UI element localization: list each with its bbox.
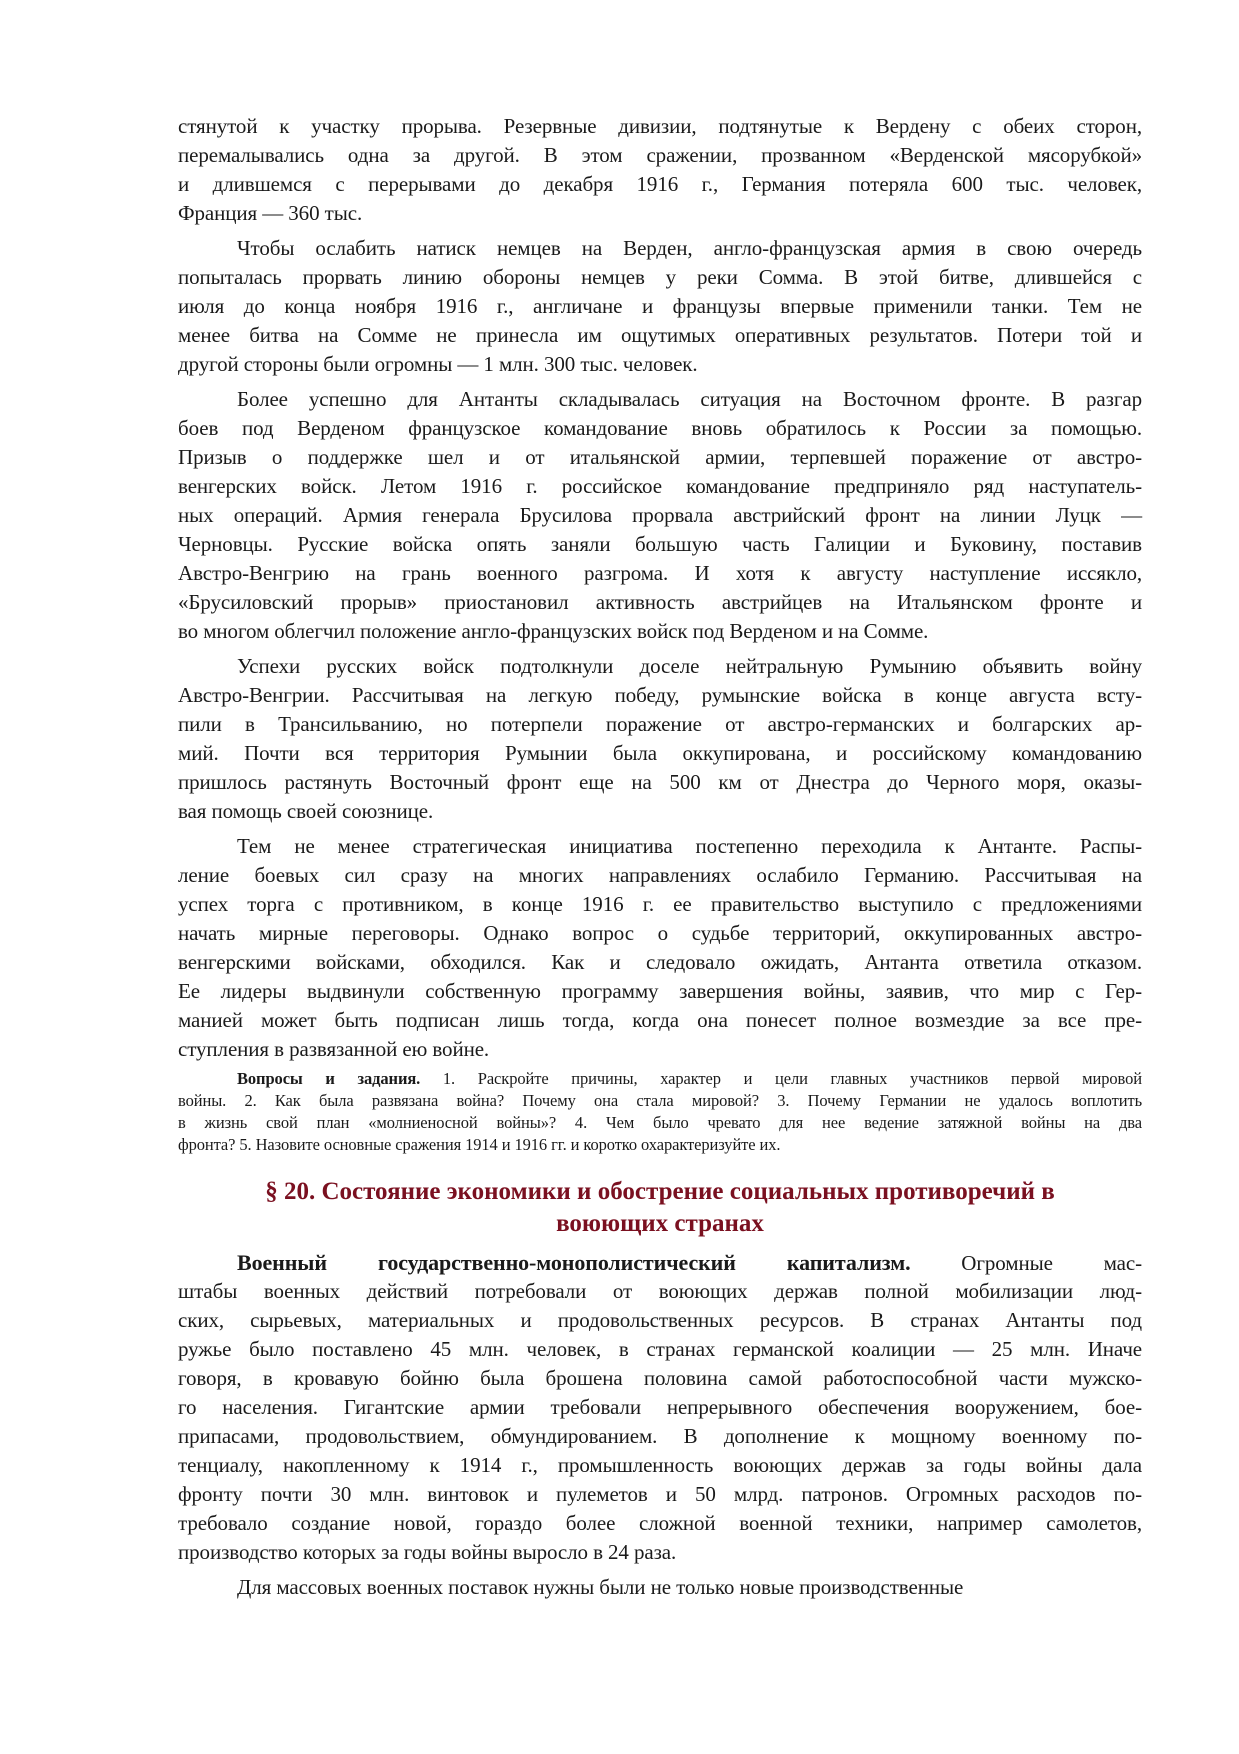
paragraph-verdun (178, 112, 1142, 228)
text-line: ских, сырьевых, материальных и продовольственных ресурсов. В странах Антанты под (178, 1308, 1142, 1332)
text-line: июля до конца ноября 1916 г., англичане и французы впервые применили танки. Тем не (178, 294, 1142, 318)
text-line: ступления в развязанной ею войне. (178, 1037, 490, 1061)
text-line: тенциалу, накопленному к 1914 г., промышленность воюющих держав за годы войны дала (178, 1453, 1142, 1477)
text-line: попыталась прорвать линию обороны немцев у реки Сомма. В этой битве, длившейся с (178, 265, 1142, 289)
text-line: «Брусиловский прорыв» приостановил активность австрийцев на Итальянском фронте и (178, 590, 1142, 614)
text-line: и длившемся с перерывами до декабря 1916 г., Германия потеряла 600 тыс. человек, (178, 172, 1142, 196)
questions-first-line (178, 1068, 1142, 1090)
text-line: боев под Верденом французское командование вновь обратилось к России за помощью. (178, 416, 1142, 440)
paragraph-eastern-front (178, 385, 1142, 646)
text-line: Более успешно для Антанты складывалась ситуация на Восточном фронте. В разгар (237, 387, 1142, 411)
text-line: припасами, продовольствием, обмундированием. В дополнение к мощному военному по- (178, 1424, 1142, 1448)
text-line: го населения. Гигантские армии требовали непрерывного обеспечения вооружением, бое- (178, 1395, 1142, 1419)
text-line: Успехи русских войск подтолкнули доселе нейтральную Румынию объявить войну (237, 654, 1142, 678)
text-line: стянутой к участку прорыва. Резервные дивизии, подтянутые к Вердену с обеих сторон, (178, 114, 1142, 138)
text-line: успех торга с противником, в конце 1916 г. ее правительство выступило с предложениями (178, 892, 1142, 916)
section-heading (178, 1176, 1142, 1240)
text-line: Австро-Венгрию на грань военного разгрома. И хотя к августу наступление иссякло, (178, 561, 1142, 585)
text-line: штабы военных действий потребовали от воюющих держав полной мобилизации люд- (178, 1279, 1142, 1303)
text-line: ных операций. Армия генерала Брусилова прорвала австрийский фронт на линии Луцк — (178, 503, 1142, 527)
text-line: Черновцы. Русские войска опять заняли большую часть Галиции и Буковину, поставив (178, 532, 1142, 556)
text-line: менее битва на Сомме не принесла им ощутимых оперативных результатов. Потери той и (178, 323, 1142, 347)
text-line: Призыв о поддержке шел и от итальянской армии, терпевшей поражение от австро- (178, 445, 1142, 469)
text-line: Австро-Венгрии. Рассчитывая на легкую победу, румынские войска в конце августа всту- (178, 683, 1142, 707)
text-line: говоря, в кровавую бойню была брошена половина самой работоспособной части мужско- (178, 1366, 1142, 1390)
text-line: фронту почти 30 млн. винтовок и пулеметов и 50 млрд. патронов. Огромных расходов по- (178, 1482, 1142, 1506)
paragraph-strategic-initiative (178, 832, 1142, 1064)
text-line: ление боевых сил сразу на многих направлениях ослабило Германию. Рассчитывая на (178, 863, 1142, 887)
text-line: войны. 2. Как была развязана война? Почему она стала мировой? 3. Почему Германии не удалось воплотить (178, 1091, 1142, 1110)
text-line: вая помощь своей союзнице. (178, 799, 434, 823)
subheading-text: Огромные мас- (910, 1251, 1142, 1275)
questions-block (178, 1068, 1142, 1156)
questions-text: 1. Раскройте причины, характер и цели главных участников первой мировой (420, 1069, 1142, 1088)
text-line: производство которых за годы войны выросло в 24 раза. (178, 1540, 677, 1564)
paragraph-military-supplies (178, 1573, 1142, 1602)
text-line: ружье было поставлено 45 млн. человек, в странах германской коалиции — 25 млн. Иначе (178, 1337, 1142, 1361)
subheading-line (178, 1248, 1142, 1277)
text-line: фронта? 5. Назовите основные сражения 1914 и 1916 гг. и коротко охарактеризуйте их. (178, 1135, 781, 1154)
section-heading-line: воюющих странах (556, 1210, 764, 1237)
text-line: Чтобы ослабить натиск немцев на Верден, англо-французская армия в свою очередь (237, 236, 1142, 260)
text-line: начать мирные переговоры. Однако вопрос о судьбе территорий, оккупированных австро- (178, 921, 1142, 945)
text-line: пришлось растянуть Восточный фронт еще на 500 км от Днестра до Черного моря, оказы- (178, 770, 1142, 794)
text-line: венгерскими войсками, обходился. Как и следовало ожидать, Антанта ответила отказом. (178, 950, 1142, 974)
text-line: венгерских войск. Летом 1916 г. российское командование предприняло ряд наступатель- (178, 474, 1142, 498)
paragraph-state-monopoly-capitalism (178, 1248, 1142, 1567)
paragraph-romania (178, 652, 1142, 826)
section-heading-line: § 20. Состояние экономики и обострение социальных противоречий в (265, 1178, 1055, 1205)
document-page (178, 112, 1142, 1602)
text-line: Тем не менее стратегическая инициатива постепенно переходила к Антанте. Распы- (237, 834, 1142, 858)
text-line: Ее лидеры выдвинули собственную программу завершения войны, заявив, что мир с Гер- (178, 979, 1142, 1003)
text-line: Франция — 360 тыс. (178, 201, 363, 225)
text-line: пили в Трансильванию, но потерпели поражение от австро-германских и болгарских ар- (178, 712, 1142, 736)
subheading: Военный государственно-монополистический капитализм. (237, 1250, 911, 1275)
text-line: мий. Почти вся территория Румынии была оккупирована, и российскому командованию (178, 741, 1142, 765)
text-line: требовало создание новой, гораздо более сложной военной техники, например самолетов, (178, 1511, 1142, 1535)
text-line: другой стороны были огромны — 1 млн. 300 тыс. человек. (178, 352, 698, 376)
text-line: Для массовых военных поставок нужны были не только новые производственные (237, 1575, 964, 1599)
text-line: во многом облегчил положение англо-французских войск под Верденом и на Сомме. (178, 619, 929, 643)
text-line: перемалывались одна за другой. В этом сражении, прозванном «Верденской мясорубкой» (178, 143, 1142, 167)
questions-label: Вопросы и задания. (237, 1069, 421, 1088)
text-line: в жизнь свой план «молниеносной войны»? 4. Чем было чревато для нее ведение затяжной войны на два (178, 1113, 1142, 1132)
paragraph-somme (178, 234, 1142, 379)
text-line: манией может быть подписан лишь тогда, когда она понесет полное возмездие за все пре- (178, 1008, 1142, 1032)
